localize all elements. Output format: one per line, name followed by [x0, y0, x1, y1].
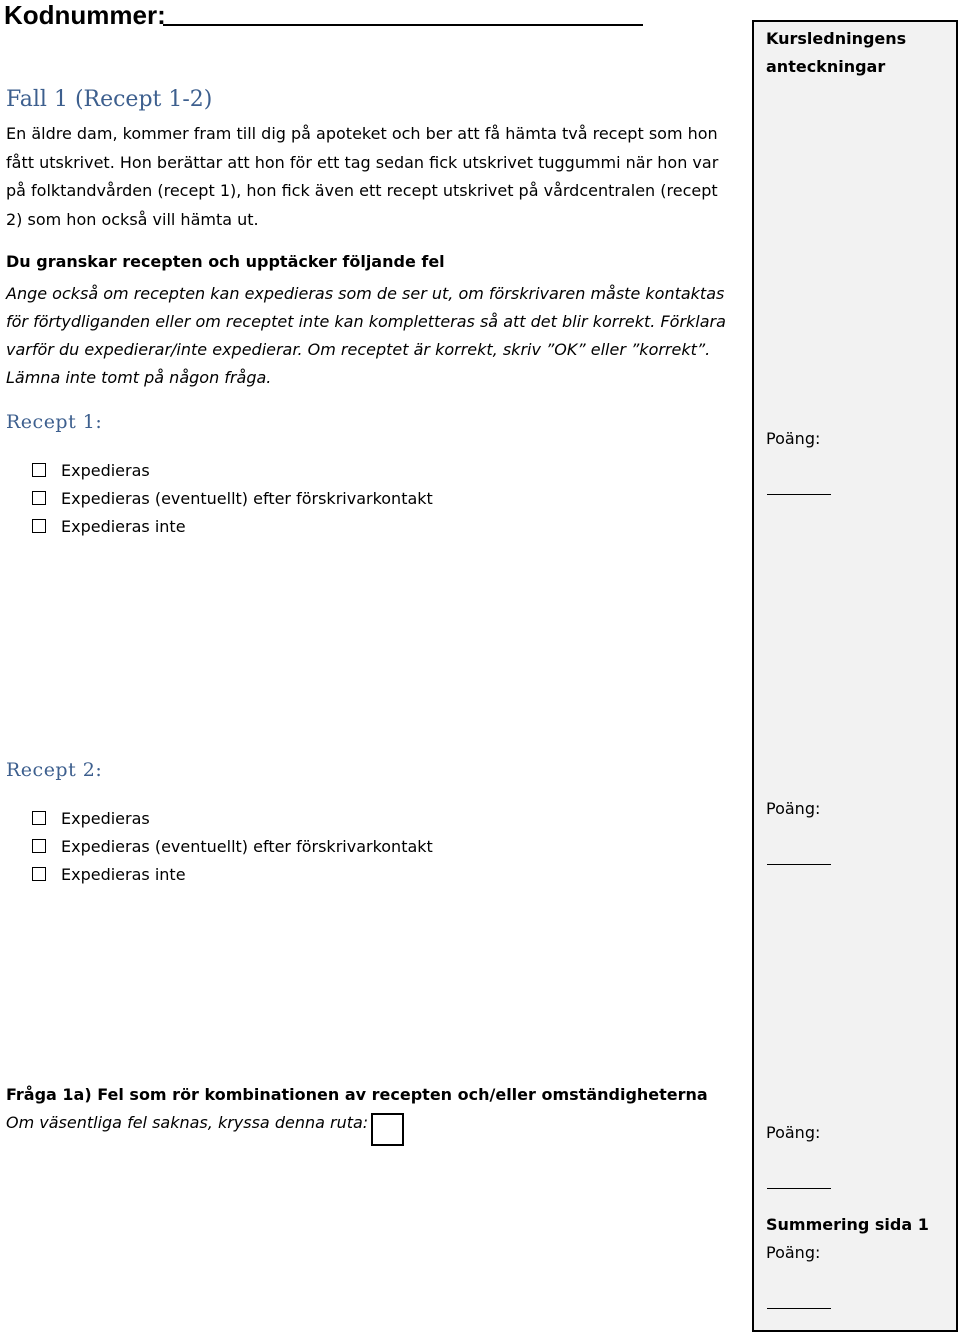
case-intro — [6, 120, 741, 234]
option-label: Expedieras — [61, 460, 150, 480]
intro-line: En äldre dam, kommer fram till dig på apoteket och ber att få hämta två recept som hon — [6, 124, 718, 143]
recept-2-option-not-expedieras[interactable] — [32, 860, 186, 888]
instructions-line: varför du expedierar/inte expedierar. Om receptet är korrekt, skriv ”OK” eller ”korrekt”. — [6, 340, 711, 359]
checkbox-icon[interactable] — [32, 811, 46, 825]
checkbox-icon[interactable] — [32, 839, 46, 853]
summary-title: Summering sida 1 — [766, 1215, 929, 1234]
fraga-1a-checkbox-prompt: Om väsentliga fel saknas, kryssa denna ruta: — [6, 1113, 369, 1132]
checkbox-icon[interactable] — [32, 491, 46, 505]
instructions-line: för förtydliganden eller om receptet inte kan kompletteras så att det blir korrekt. Förklara — [6, 312, 726, 331]
recept-1-option-after-contact[interactable] — [32, 484, 433, 512]
instructions-text — [6, 280, 746, 392]
instructions-line: Lämna inte tomt på någon fråga. — [6, 368, 272, 387]
option-label: Expedieras (eventuellt) efter förskrivarkontakt — [61, 836, 433, 856]
option-label: Expedieras inte — [61, 864, 186, 884]
score-field-fraga-1a[interactable] — [767, 1188, 831, 1189]
fraga-1a-title: Fråga 1a) Fel som rör kombinationen av recepten och/eller omständigheterna — [6, 1085, 708, 1104]
no-errors-checkbox[interactable] — [371, 1113, 404, 1146]
checkbox-icon[interactable] — [32, 867, 46, 881]
recept-2-option-expedieras[interactable] — [32, 804, 150, 832]
intro-line: på folktandvården (recept 1), hon fick även ett recept utskrivet på vårdcentralen (recept — [6, 181, 718, 200]
code-number-label: Kodnummer: — [4, 0, 166, 30]
instructions-line: Ange också om recepten kan expedieras som de ser ut, om förskrivaren måste kontaktas — [6, 284, 725, 303]
grader-notes-heading-1: Kursledningens — [766, 29, 907, 48]
recept-2-title: Recept 2: — [6, 759, 103, 781]
case-title: Fall 1 (Recept 1-2) — [6, 87, 213, 112]
option-label: Expedieras (eventuellt) efter förskrivarkontakt — [61, 488, 433, 508]
score-field-recept-1[interactable] — [767, 494, 831, 495]
option-label: Expedieras inte — [61, 516, 186, 536]
recept-1-title: Recept 1: — [6, 411, 103, 433]
recept-2-option-after-contact[interactable] — [32, 832, 433, 860]
summary-score-label: Poäng: — [766, 1243, 821, 1262]
recept-1-option-not-expedieras[interactable] — [32, 512, 186, 540]
intro-line: fått utskrivet. Hon berättar att hon för ett tag sedan fick utskrivet tuggummi när hon var — [6, 152, 719, 172]
score-field-recept-2[interactable] — [767, 864, 831, 865]
instructions-heading: Du granskar recepten och upptäcker följande fel — [6, 252, 445, 271]
checkbox-icon[interactable] — [32, 519, 46, 533]
checkbox-icon[interactable] — [32, 463, 46, 477]
intro-line: 2) som hon också vill hämta ut. — [6, 209, 259, 229]
option-label: Expedieras — [61, 808, 150, 828]
summary-score-field[interactable] — [767, 1308, 831, 1309]
recept-1-option-expedieras[interactable] — [32, 456, 150, 484]
score-label-fraga-1a: Poäng: — [766, 1123, 821, 1142]
grader-notes-heading-2: anteckningar — [766, 57, 886, 76]
score-label-recept-1: Poäng: — [766, 429, 821, 448]
score-label-recept-2: Poäng: — [766, 799, 821, 818]
code-number-line — [163, 24, 643, 26]
